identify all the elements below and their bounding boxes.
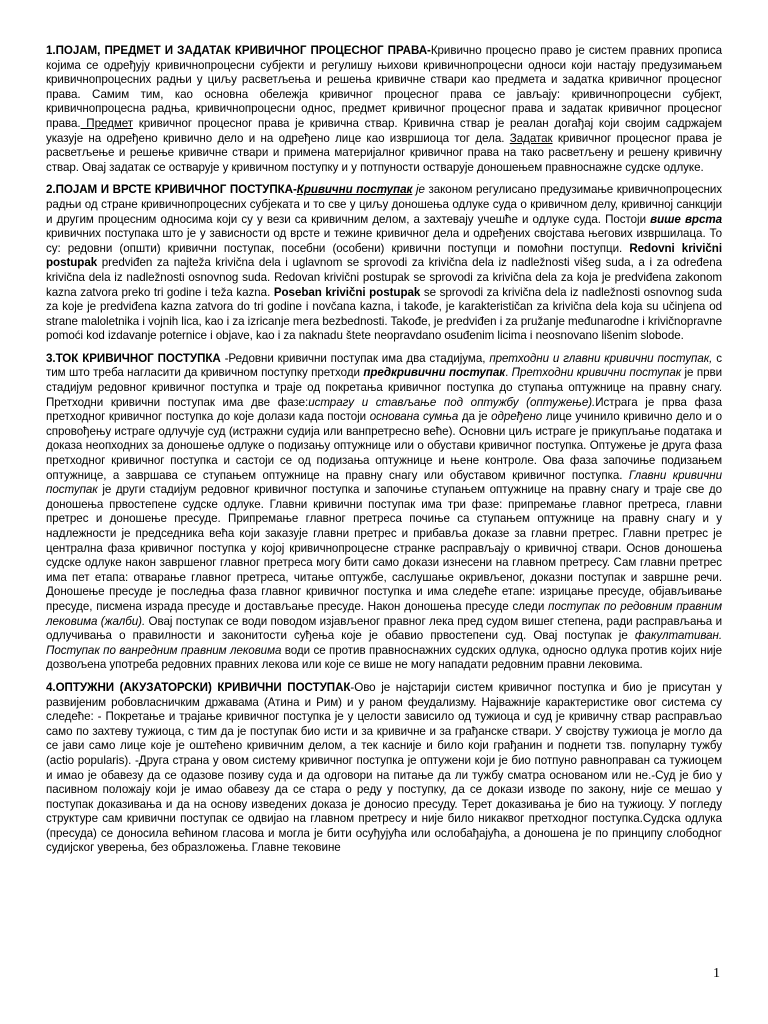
section-2-paragraph <box>46 183 722 344</box>
text-run: више врста <box>650 212 722 226</box>
text-run: је други стадијум редовног кривичног поступка и започиње ступањем оптужнице на правну снагу и траје све до доношења првостепене судске одлуке. Главни кривични поступак има три фазе: припремање главног претреса, главни претрес и доношење пресуде. Припремање главног претреса почиње са ступањем оптужнице на правну снагу и у надлежности је председника већа који заказује главни претрес и прибавља доказе за главни претрес. Главни претрес је централна фаза кривичног поступка у којој кривичнопроцесне странке расправљају о кривичној ствари. Основ доношења судске одлуке након завршеног главног претреса могу бити само докази изнесени на главном претресу. Сам главни претрес има пет етапа: отварање главног претреса, читање оптужбе, саслушање окривљеног, доказни поступак и завршне речи. Доношење пресуде је последња фаза главног кривичног поступка и има следеће етапе: изрицање пресуде, објављивање пресуде, писмена израда пресуде и достављање пресуде. Након доношења пресуде следи <box>46 483 722 613</box>
document-body <box>46 44 722 864</box>
text-run: предкривични поступак <box>363 366 506 380</box>
text-run: факултативан. Поступак по ванредним правним лековима <box>46 629 722 657</box>
section-4 <box>46 681 722 856</box>
text-run: основана сумња <box>369 410 459 424</box>
text-run: одређено <box>491 410 543 424</box>
text-run: Задатак <box>509 131 553 145</box>
text-run: Redovni krivični postupak <box>46 241 722 270</box>
text-run: кривичног процесног права је кривична ствар. Кривична ствар је реалан догађај који својим садржајем указује на одређено кривично дело и на одређено лице као извршиоца тог дела. <box>46 116 722 145</box>
section-3-paragraph <box>46 352 722 673</box>
text-run: 4.ОПТУЖНИ (АКУЗАТОРСКИ) КРИВИЧНИ ПОСТУПАК <box>46 680 351 694</box>
text-run: Предмет <box>80 116 134 130</box>
text-run: -Редовни кривични поступак има два стадијума, <box>220 351 490 365</box>
text-run: води се против правноснажних судских одлука, односно одлука против којих није дозвољена употреба редовних правних лекова или које се више не могу нападати редовним правни лековима. <box>46 643 722 672</box>
page-number: 1 <box>713 966 720 981</box>
text-run: законом регулисано предузимање кривичнопроцесних радњи од стране кривичнопроцесних субјеката и то све у циљу доношења одлуке суда о кривичном делу, кривичној санкцији и другим процесним односима који су у вези са кривичним делом, а захтевају учешће и одлуке суда. Постоји <box>46 183 723 226</box>
section-4-paragraph <box>46 681 722 856</box>
text-run: је први стадијум редовног кривичног поступка и траје од покретања кривичног поступка до ступања оптужнице на правну снагу. Претходни кривични поступак има две фазе: <box>46 366 723 409</box>
text-run: 1.ПОЈАМ, ПРЕДМЕТ И ЗАДАТАК КРИВИЧНОГ ПРОЦЕСНОГ ПРАВА- <box>46 44 431 57</box>
section-1-paragraph <box>46 44 722 175</box>
text-run: 2.ПОЈАМ И ВРСТЕ КРИВИЧНОГ ПОСТУПКА- <box>46 183 297 197</box>
text-run: истрагу и стављање под оптужбу (оптужење). <box>308 395 596 409</box>
text-run: se sprovodi za krivična dela iz nadležnosti osnovnog suda za koje je predviđena kazna zatvora do tri godine i novčana kazna, i takođe, je karakterističan za krivična dela koja su učinjena od strane maloletnika i vojnih lica, kao i za izricanje mera bezbednosti. Takođe, je predviđen i za pružanje međunarodne i krivičnopravne pomoći kod izdavanje poternice i objave, kao i za naknadu štete neopravdano osuđenim licima i neosnovano lišenim slobode. <box>46 285 722 343</box>
text-run: лице учинило кривично дело и о спровођењу истраге одлучује суд (истражни судија или ванпретресно веће). Основни циљ истраге је прикупљање података и доказа неопходних за доношење одлуке о подизању оптужнице или о обустави кривичног поступка. Оптужење је друга фаза претходног кривичног поступка и састоји се од подизања оптужнице и њене контроле. Ова фаза започиње подизањем оптужнице, а завршава се ступањем оптужнице на правну снагу или обуставом кривичног поступка. <box>46 410 722 482</box>
text-run: Овај поступак се води поводом изјављеног правног лека пред судом вишег степена, ради расправљања и одлучивања о правилности и законитости суђења које је обавио првостепени суд. Овај поступак је <box>46 614 722 643</box>
text-run: Истрага је прва фаза претходног кривичног поступка до које долази када постоји <box>46 395 722 424</box>
text-run: претходни и главни кривични поступак, <box>489 351 713 365</box>
text-run: Poseban krivični postupak <box>273 285 421 299</box>
text-run: predviđen za najteža krivična dela i uglavnom se sprovodi za krivična dela iz nadležnosti višeg suda, a i za određena krivična dela iz nadležnosti osnovnog suda. Redovan krivični postupak se sprovodi za krivična dela za koja je predviđena zakonom kazna zatvora preko tri godine i teža kazna. <box>46 256 722 299</box>
section-1 <box>46 44 722 175</box>
text-run: поступак по редовним правним лековима (жалби). <box>46 599 722 628</box>
text-run: -Ово је најстарији систем кривичног поступка и био је присутан у развијеним робовласничким државама (Атина и Рим) и у раном феудализму. Најважније карактеристике овог система су следеће: - Покретање и трајање кривичног поступка је у целости зависило од тужиоца и суд је кривичну ствар расправљао само по захтеву тужиоца, с тим да је поступак био исти и за кривичне и за грађанске ствари. У својству тужиоца је могло да се јави само лице које је оштећено кривичним делом, а тек касније и било који грађанин и поднети тзв. популарну тужбу (actio popularis). -Друга страна у овом систему кривичног поступка је оптужени који је био потпуно равноправан са тужиоцем и имао је обавезу да се одазове позиву суда и да одговори на питање да ли тужбу сматра основаном или не.-Суд је био у пасивном положају који је имао обавезу да се стара о реду у поступку, да се докази изводе по закону, није се мешао у поступак доказивања и да на основу изведених доказа је доносио пресуду. Терет доказивања је био на тужиоцу. У погледу структуре сам кривични поступак се одвијао на главном претресу и није било никаквог претходног поступка.Судска одлука (пресуда) се доносила већином гласова и могла је бити осуђујућа или ослобађајућа, а доношена је по принципу слободног судијског уверења, без образложења. Главне тековине <box>46 680 722 855</box>
text-run: Кривични поступак <box>296 183 413 197</box>
text-run: да је <box>458 410 492 424</box>
section-3 <box>46 352 722 673</box>
section-2 <box>46 183 722 344</box>
text-run: кривичних поступака што је у зависности од врсте и тежине кривичног дела и одређених својстава његових извршилаца. То су: редовни (општи) кривични поступак, посебни (особени) кривични поступци и помоћни поступци. <box>46 227 722 255</box>
text-run: је <box>412 183 425 197</box>
text-run: кривичног процесног права је расветљење и решење кривичне ствари и примена материјалног кривичног права на тако расветљену и решену кривичну ствар. Овај задатак се остварује у кривичном поступку и у потпуности остварује доношењем правноснажне судске одлуке. <box>46 131 723 174</box>
text-run: . <box>505 366 512 380</box>
text-run: 3.ТОК КРИВИЧНОГ ПОСТУПКА <box>46 351 221 365</box>
text-run: Кривично процесно право је систем правних прописа којима се одређују кривичнопроцесни субјекти и регулишу њихови кривичнопроцесни односи који настају предузимањем кривичнопроцесних радњи у циљу расветљења и решења кривичне ствари као предмета и задатка кривичног процесног права. Самим тим, као основна обележја кривичног процесног права се јављају: кривичнопроцесни субјект, кривичнопроцесна радња, кривичнопроцесни однос, предмет кривичног процесног права и задатак кривичног процесног права. <box>46 44 722 130</box>
text-run: с тим што треба нагласити да кривичном поступку претходи <box>46 351 722 380</box>
text-run: Претходни кривични поступак <box>511 366 682 380</box>
text-run: Главни кривични поступак <box>46 468 722 497</box>
